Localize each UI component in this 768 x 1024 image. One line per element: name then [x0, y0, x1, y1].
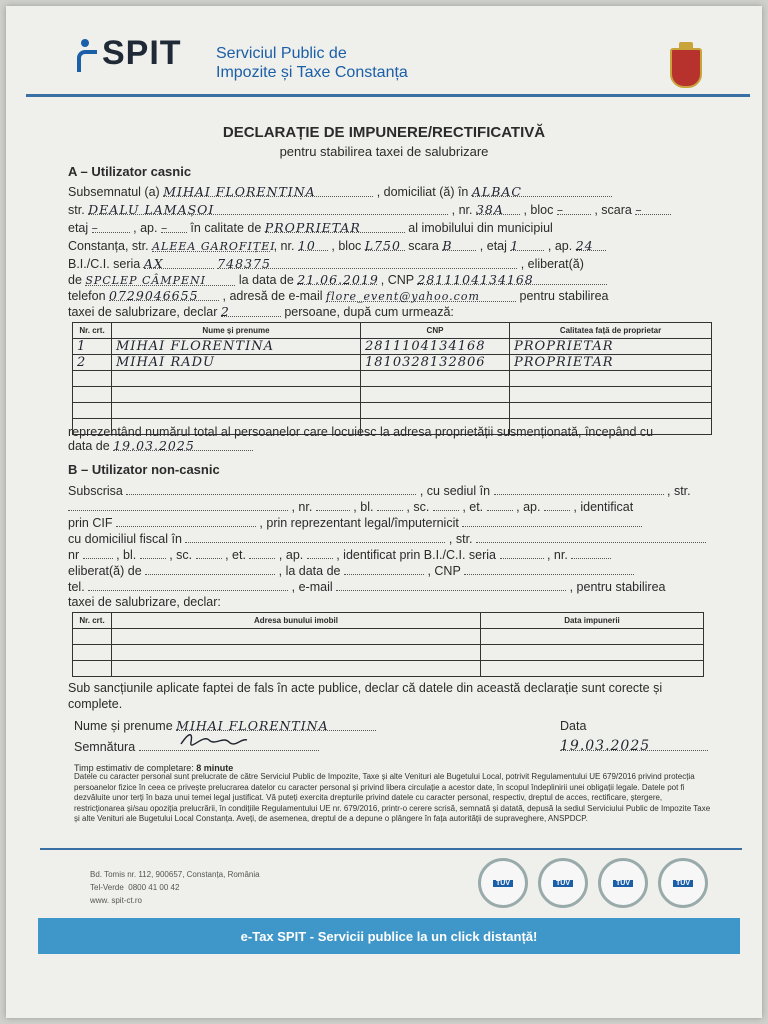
- email-field[interactable]: flore_event@yahoo.com: [326, 289, 516, 302]
- row-nume[interactable]: MIHAI FLORENTINA: [112, 339, 361, 355]
- declaration-text: Sub sancțiunile aplicate faptei de fals în acte publice, declar că datele din această declarație sunt corecte și complete.: [68, 681, 663, 711]
- cnp-label: , CNP: [380, 273, 414, 287]
- header-divider: [26, 94, 750, 97]
- b4-str-field[interactable]: [476, 530, 706, 543]
- b-ap-field[interactable]: [544, 498, 570, 511]
- b-tel-label: tel.: [68, 580, 85, 594]
- cif-label: prin CIF: [68, 516, 113, 530]
- scara-field[interactable]: –: [635, 202, 671, 215]
- b5-nr-field[interactable]: [83, 546, 113, 559]
- data-label: Data: [560, 719, 587, 733]
- b5-et-field[interactable]: [249, 546, 275, 559]
- nume-field[interactable]: MIHAI FLORENTINA: [176, 718, 376, 731]
- nr2-label: , nr.: [273, 239, 295, 253]
- tuv-cert-icon: TÜV: [478, 858, 528, 908]
- org-line-2: Impozite și Taxe Constanța: [216, 64, 408, 81]
- data-de-field[interactable]: 19.03.2025: [113, 438, 253, 451]
- row-cnp[interactable]: [361, 371, 510, 387]
- telefon-label: telefon: [68, 289, 106, 303]
- line-de: [68, 272, 607, 288]
- bloc2-label: , bloc: [331, 239, 362, 253]
- table-row: [73, 629, 704, 645]
- tuv-cert-icon: TÜV: [598, 858, 648, 908]
- b5-sc-field[interactable]: [196, 546, 222, 559]
- document-subtitle: pentru stabilirea taxei de salubrizare: [279, 144, 489, 159]
- domiciliul-fiscal-label: cu domiciliul fiscal în: [68, 532, 182, 546]
- table-row: [73, 403, 712, 419]
- de-field[interactable]: SPCLEP CÂMPENI: [85, 273, 235, 286]
- b-line-6: [68, 562, 634, 579]
- b-identificat-label: , identificat: [573, 500, 634, 514]
- row-adresa[interactable]: [112, 629, 481, 645]
- taxei-label: taxei de salubrizare, declar: [68, 305, 218, 319]
- tuv-cert-icon: TÜV: [658, 858, 708, 908]
- table-row: [73, 387, 712, 403]
- b5-ap-field[interactable]: [307, 546, 333, 559]
- col-nume: Nume și prenume: [112, 323, 361, 339]
- tel-value: 0800 41 00 42: [128, 883, 180, 892]
- nume-label: Nume și prenume: [74, 719, 173, 733]
- table-row: [73, 645, 704, 661]
- row-cnp[interactable]: 2811104134168: [361, 339, 510, 355]
- b-line-7: [68, 578, 666, 595]
- col-adresa: Adresa bunului imobil: [112, 613, 481, 629]
- b-cnp-field[interactable]: [464, 562, 634, 575]
- row-adresa[interactable]: [112, 661, 481, 677]
- b5-nr2-field[interactable]: [571, 546, 611, 559]
- email-label: , adresă de e-mail: [222, 289, 323, 303]
- b-cnp-label: , CNP: [427, 564, 461, 578]
- col-data-impunerii: Data impunerii: [481, 613, 704, 629]
- nr-field[interactable]: 38A: [476, 202, 520, 215]
- persons-table: [72, 322, 712, 435]
- row-nume[interactable]: MIHAI RADU: [112, 355, 361, 371]
- b4-str-label: , str.: [448, 532, 473, 546]
- bi-nr-field[interactable]: 748375: [217, 256, 517, 269]
- domiciliat-field[interactable]: ALBAC: [472, 184, 612, 197]
- row-nr[interactable]: [73, 661, 112, 677]
- section-b-heading: B – Utilizator non-casnic: [68, 462, 220, 477]
- row-calitate[interactable]: [510, 387, 712, 403]
- b-tel-field[interactable]: [88, 578, 288, 591]
- col-calitate: Calitatea față de proprietar: [510, 323, 712, 339]
- scara2-field[interactable]: B: [442, 238, 476, 251]
- domiciliat-label: , domiciliat (ă) în: [376, 185, 469, 199]
- row-nr[interactable]: [73, 371, 112, 387]
- b-nr-field[interactable]: [316, 498, 350, 511]
- document-page: [6, 6, 762, 1018]
- b-email-label: , e-mail: [291, 580, 333, 594]
- b-bl-field[interactable]: [377, 498, 403, 511]
- row-cnp[interactable]: [361, 403, 510, 419]
- b-ap-label: , ap.: [516, 500, 541, 514]
- b5-et-label: , et.: [225, 548, 246, 562]
- line-etaj: [68, 220, 553, 236]
- row-data[interactable]: [481, 661, 704, 677]
- logo-text: SPIT: [102, 34, 182, 72]
- cif-field[interactable]: [116, 514, 256, 527]
- subsemnatul-field[interactable]: MIHAI FLORENTINA: [163, 184, 373, 197]
- row-nume[interactable]: [112, 371, 361, 387]
- row-nr[interactable]: 1: [73, 339, 112, 355]
- row-nr[interactable]: 2: [73, 355, 112, 371]
- ap2-label: , ap.: [547, 239, 573, 253]
- etaj-label: etaj: [68, 221, 89, 235]
- b5-ap-label: , ap.: [278, 548, 304, 562]
- row-nr[interactable]: [73, 629, 112, 645]
- stabilirea-label: pentru stabilirea: [519, 289, 609, 303]
- b-eliberat-field[interactable]: [145, 562, 275, 575]
- b-la-data-label: , la data de: [278, 564, 341, 578]
- b-taxei-label: taxei de salubrizare, declar:: [68, 595, 221, 609]
- col-cnp: CNP: [361, 323, 510, 339]
- subscrisa-field[interactable]: [126, 482, 416, 495]
- sediul-label: , cu sediul în: [419, 484, 491, 498]
- col-nr: Nr. crt.: [73, 323, 112, 339]
- cnp-field[interactable]: 2811104134168: [417, 272, 607, 285]
- scara-label: , scara: [594, 203, 632, 217]
- row-nume[interactable]: [112, 387, 361, 403]
- b-sc-label: , sc.: [406, 500, 430, 514]
- table-row: [73, 371, 712, 387]
- subscrisa-label: Subscrisa: [68, 484, 123, 498]
- line-str: [68, 202, 671, 218]
- etaj2-field[interactable]: 1: [510, 238, 544, 251]
- ap-label: , ap.: [133, 221, 158, 235]
- table-row: [73, 355, 712, 371]
- signature-field[interactable]: [139, 738, 319, 751]
- b-nr-label: , nr.: [291, 500, 313, 514]
- bloc-label: , bloc: [523, 203, 554, 217]
- b-str-field[interactable]: [68, 498, 288, 511]
- nr-label: , nr.: [451, 203, 473, 217]
- table-row: [73, 661, 704, 677]
- constanta-crest-icon: [670, 48, 702, 88]
- b-bl-label: , bl.: [353, 500, 374, 514]
- calitate-field[interactable]: PROPRIETAR: [265, 220, 405, 233]
- row-calitate[interactable]: [510, 371, 712, 387]
- row-nr[interactable]: [73, 387, 112, 403]
- row-nr[interactable]: [73, 645, 112, 661]
- str-field[interactable]: DEALU LAMAȘOI: [88, 202, 448, 215]
- col-nr: Nr. crt.: [73, 613, 112, 629]
- line-telefon: [68, 288, 608, 304]
- telefon-field[interactable]: 0729046655: [109, 288, 219, 301]
- b-et-field[interactable]: [487, 498, 513, 511]
- footer-divider: [40, 848, 742, 850]
- property-table: [72, 612, 704, 677]
- b-str-label: , str.: [667, 484, 691, 498]
- row-data[interactable]: [481, 645, 704, 661]
- tel-label: Tel-Verde: [90, 883, 124, 892]
- footer-address-block: [90, 868, 260, 907]
- la-data-field[interactable]: 21.06.2019: [297, 272, 379, 287]
- data-de-label: data de: [68, 439, 110, 453]
- gdpr-notice: Datele cu caracter personal sunt prelucrate de către Serviciul Public de Impozite, Taxe și alte Venituri ale Bugetului Local, potrivit Regulamentului UE 679/2016 privind protecția persoanelor fizice în ceea ce privește prelucrarea datelor cu caracter personal și privind libera circulație a acestor date, în scopul îndeplinirii unei obligații legale. Datele pot fi dezvăluite unor terți în baza unui temei legal justificat. Vă puteți exercita drepturile privind datele cu caracter personal, respectiv, dreptul de acces, rectificare, ștergere, restricționarea și/sau opoziția prelucrării, în condițiile Regulamentului UE nr. 679/2016, printr-o cerere scrisă, semnată și datată, depusă la sediul Serviciului Public de Impozite Taxe și alte Venituri ale Bugetului Local Constanța. Aveți, de asemenea, dreptul de a depune o plângere în fața autorității de supraveghere, ANSPDCP.: [74, 772, 711, 823]
- bi-seria-field[interactable]: AX: [144, 256, 214, 269]
- calitate-label: în calitate de: [190, 221, 262, 235]
- row-calitate[interactable]: PROPRIETAR: [510, 339, 712, 355]
- constanta-street-field[interactable]: ALEEA GAROFIȚEI: [152, 240, 276, 253]
- b-la-data-field[interactable]: [344, 562, 424, 575]
- b-line-1: [68, 482, 691, 499]
- b5-seria-label: , identificat prin B.I./C.I. seria: [336, 548, 497, 562]
- footer-web[interactable]: www. spit-ct.ro: [90, 896, 143, 905]
- certifications: [478, 858, 708, 908]
- b-line-4: [68, 530, 706, 547]
- property-table-header: [73, 613, 704, 629]
- persoane-label: persoane, după cum urmează:: [284, 305, 454, 319]
- b-line-3: [68, 514, 642, 531]
- timp-label: Timp estimativ de completare:: [74, 763, 194, 773]
- b-sc-field[interactable]: [433, 498, 459, 511]
- b-line-2: [68, 498, 633, 515]
- line-taxei: [68, 304, 454, 320]
- b5-seria-field[interactable]: [500, 546, 544, 559]
- reprezentant-label: , prin reprezentant legal/împuternicit: [259, 516, 459, 530]
- b5-sc-label: , sc.: [169, 548, 193, 562]
- spit-logo: [74, 34, 182, 73]
- constanta-label: Constanța, str.: [68, 239, 149, 253]
- line-constanta: [68, 238, 606, 254]
- footer-tel: [90, 881, 260, 894]
- row-adresa[interactable]: [112, 645, 481, 661]
- sediul-field[interactable]: [494, 482, 664, 495]
- row-data[interactable]: [481, 629, 704, 645]
- line-semnatura: [74, 738, 319, 755]
- b-eliberat-label: eliberat(ă) de: [68, 564, 142, 578]
- str-label: str.: [68, 203, 85, 217]
- bloc2-field[interactable]: L750: [365, 238, 405, 251]
- timp-value: 8 minute: [196, 763, 234, 773]
- reprezentand-text: reprezentând numărul total al persoanelor care locuiesc la adresa proprietății susmenționată, începând cu: [68, 425, 654, 439]
- organization-name: [216, 44, 408, 82]
- semnatura-label: Semnătura: [74, 740, 136, 754]
- ap2-field[interactable]: 24: [576, 238, 606, 251]
- bi-label: B.I./C.I. seria: [68, 257, 141, 271]
- handwritten-signature: [179, 730, 249, 748]
- row-cnp[interactable]: [361, 387, 510, 403]
- b5-bl-field[interactable]: [140, 546, 166, 559]
- eliberat-label: , eliberat(ă): [520, 257, 584, 271]
- document-title: DECLARAȚIE DE IMPUNERE/RECTIFICATIVĂ: [222, 124, 546, 141]
- row-calitate[interactable]: PROPRIETAR: [510, 355, 712, 371]
- b-email-field[interactable]: [336, 578, 566, 591]
- de-label: de: [68, 273, 82, 287]
- row-nume[interactable]: [112, 403, 361, 419]
- row-calitate[interactable]: [510, 403, 712, 419]
- b5-nr-label: nr: [68, 548, 80, 562]
- b-et-label: , et.: [462, 500, 484, 514]
- org-line-1: Serviciul Public de: [216, 45, 347, 62]
- bloc-field[interactable]: –: [557, 202, 591, 215]
- b5-nr2-label: , nr.: [546, 548, 568, 562]
- etax-banner[interactable]: e-Tax SPIT - Servicii publice la un click distanță!: [38, 918, 740, 954]
- table-row: [73, 339, 712, 355]
- b-stabilirea-label: , pentru stabilirea: [569, 580, 666, 594]
- data-field[interactable]: 19.03.2025: [560, 738, 708, 751]
- section-a-heading: A – Utilizator casnic: [68, 164, 192, 179]
- persoane-field[interactable]: 2: [221, 304, 281, 317]
- la-data-label: la data de: [238, 273, 294, 287]
- imobil-label: al imobilului din municipiul: [408, 221, 553, 235]
- reprezentant-field[interactable]: [462, 514, 642, 527]
- etaj2-label: , etaj: [479, 239, 507, 253]
- b-line-5: [68, 546, 611, 563]
- line-data: [560, 738, 708, 754]
- scara2-label: scara: [408, 239, 439, 253]
- b5-bl-label: , bl.: [116, 548, 137, 562]
- subsemnatul-label: Subsemnatul (a): [68, 185, 160, 199]
- persons-table-header: [73, 323, 712, 339]
- nr2-field[interactable]: 10: [298, 238, 328, 251]
- tuv-cert-icon: TÜV: [538, 858, 588, 908]
- ap-field[interactable]: –: [161, 220, 187, 233]
- line-subsemnatul: [68, 184, 612, 200]
- spit-logo-icon: [74, 39, 96, 69]
- footer-address: Bd. Tomis nr. 112, 900657, Constanța, România: [90, 870, 260, 879]
- row-nr[interactable]: [73, 403, 112, 419]
- line-data-de: [68, 438, 253, 454]
- line-bi: [68, 256, 584, 272]
- etaj-field[interactable]: –: [92, 220, 130, 233]
- row-cnp[interactable]: 1810328132806: [361, 355, 510, 371]
- domiciliul-fiscal-field[interactable]: [185, 530, 445, 543]
